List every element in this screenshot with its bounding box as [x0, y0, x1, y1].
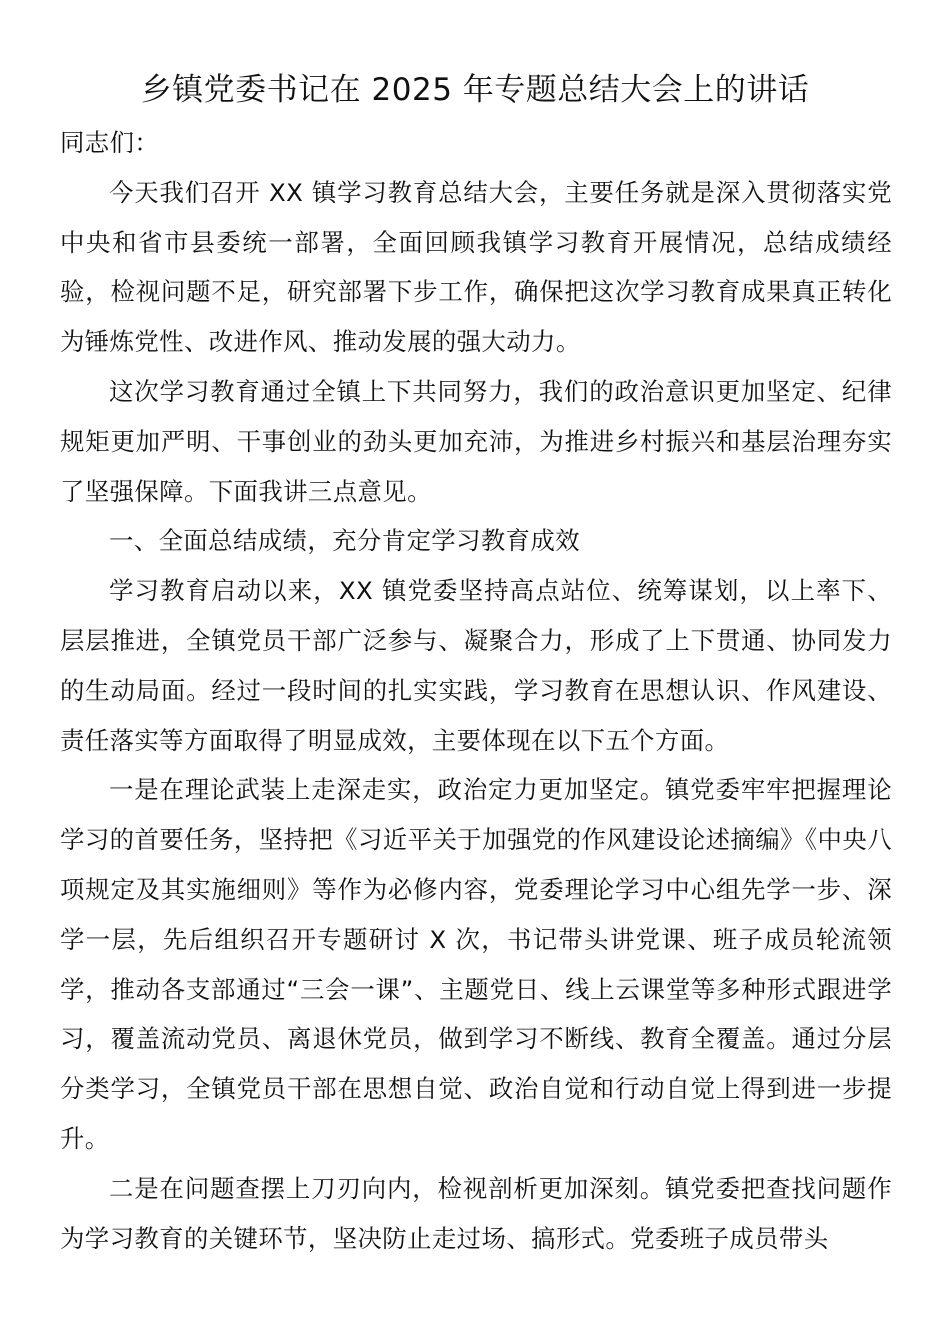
body-paragraph: 这次学习教育通过全镇上下共同努力，我们的政治意识更加坚定、纪律规矩更加严明、干事创业的劲头更加充沛，为推进乡村振兴和基层治理夯实了坚强保障。下面我讲三点意见。	[60, 376, 892, 506]
body-paragraph: 二是在问题查摆上刀刃向内，检视剖析更加深刻。镇党委把查找问题作为学习教育的关键环节，坚决防止走过场、搞形式。党委班子成员带头	[60, 1173, 892, 1253]
body-paragraph: 一是在理论武装上走深走实，政治定力更加坚定。镇党委牢牢把握理论学习的首要任务，坚持把《习近平关于加强党的作风建设论述摘编》《中央八项规定及其实施细则》等作为必修内容，党委理论学习中心组先学一步、深学一层，先后组织召开专题研讨 X 次，书记带头讲党课、班子成员轮流领学，推动各支部通过“三会一课”、主题党日、线上云课堂等多种形式跟进学习，覆盖流动党员、离退休党员，做到学习不断线、教育全覆盖。通过分层分类学习，全镇党员干部在思想自觉、政治自觉和行动自觉上得到进一步提升。	[60, 775, 892, 1153]
body-paragraph: 今天我们召开 XX 镇学习教育总结大会，主要任务就是深入贯彻落实党中央和省市县委统一部署，全面回顾我镇学习教育开展情况，总结成绩经验，检视问题不足，研究部署下步工作，确保把这次学习教育成果真正转化为锤炼党性、改进作风、推动发展的强大动力。	[60, 177, 892, 357]
salutation: 同志们：	[60, 128, 160, 157]
document-body	[60, 118, 892, 1263]
body-paragraph: 学习教育启动以来，XX 镇党委坚持高点站位、统筹谋划，以上率下、层层推进，全镇党员干部广泛参与、凝聚合力，形成了上下贯通、协同发力的生动局面。经过一段时间的扎实实践，学习教育在思想认识、作风建设、责任落实等方面取得了明显成效，主要体现在以下五个方面。	[60, 576, 892, 755]
section-heading: 一、全面总结成绩，充分肯定学习教育成效	[109, 526, 581, 556]
document-title: 乡镇党委书记在 2025 年专题总结大会上的讲话	[140, 72, 810, 108]
